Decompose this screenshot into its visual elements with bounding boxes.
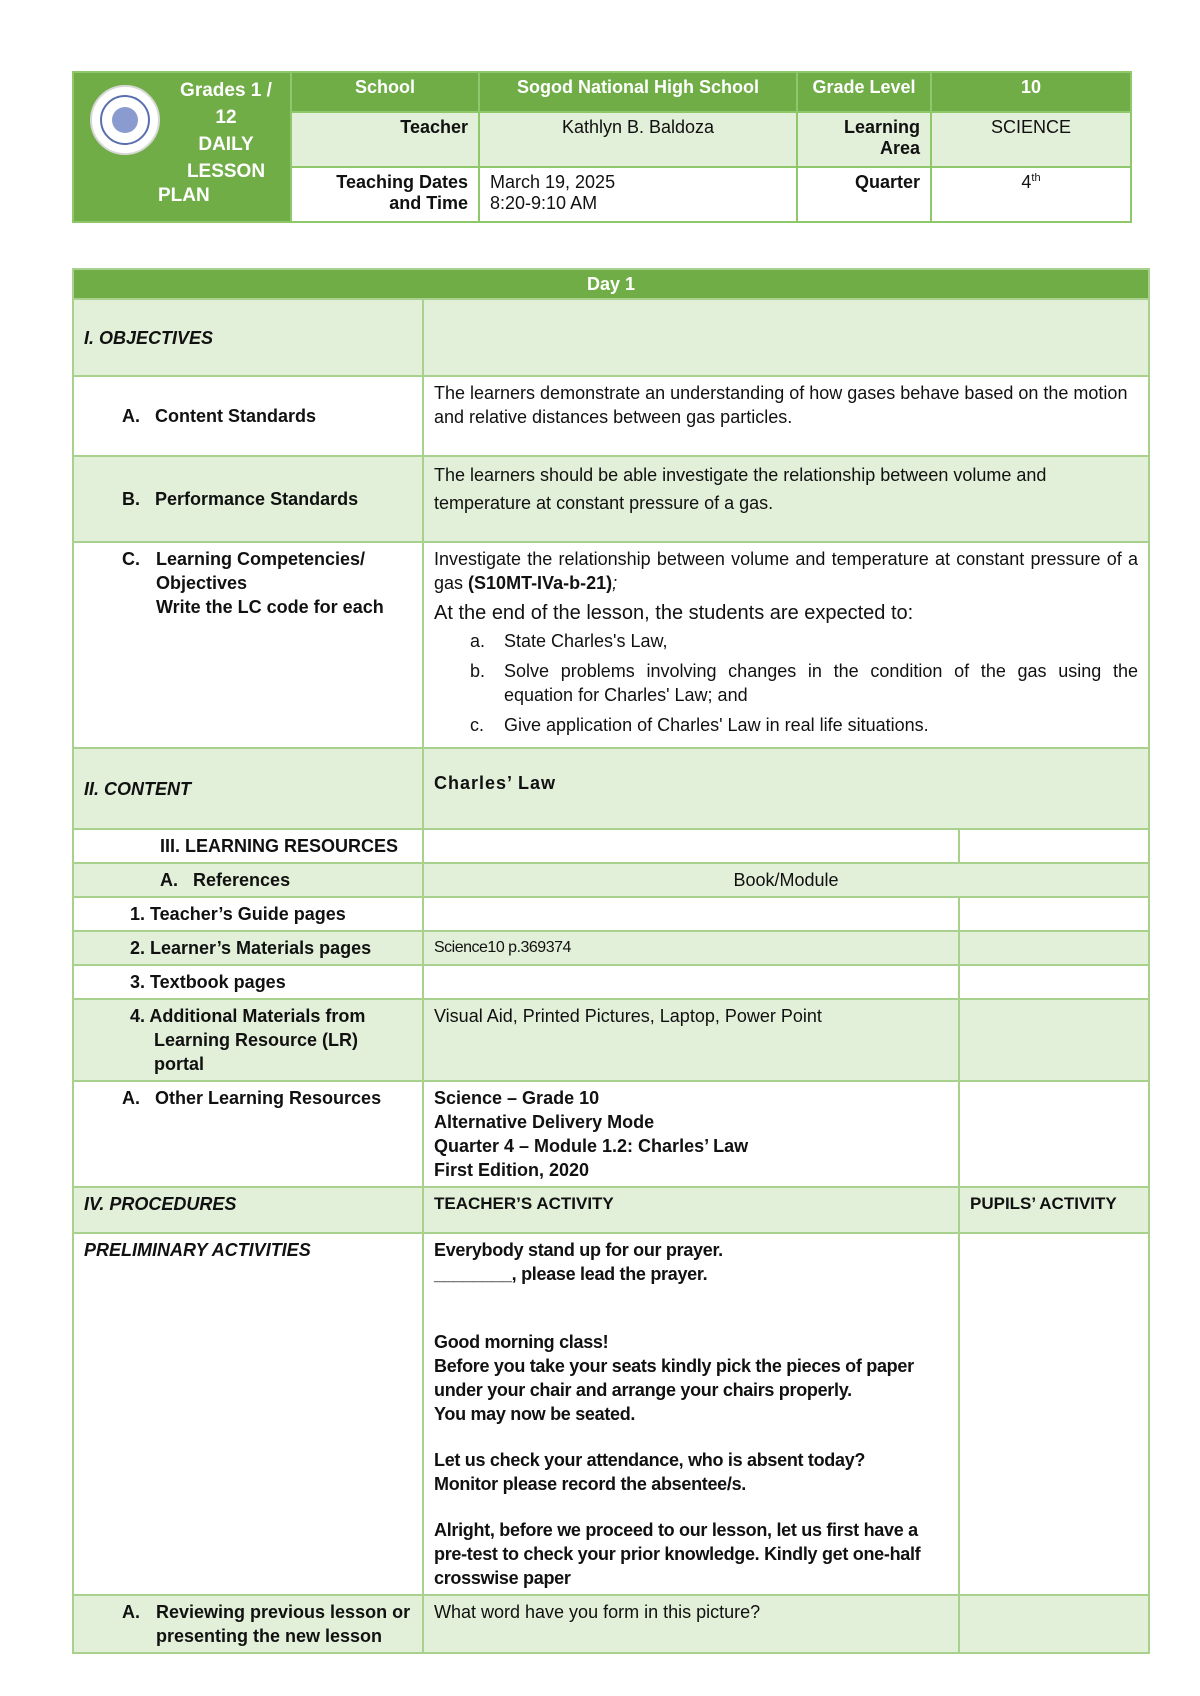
title-line-plan: PLAN	[158, 185, 210, 206]
resources-heading: III. LEARNING RESOURCES	[73, 829, 423, 863]
content-title: Charles’ Law	[423, 748, 1149, 829]
references-value: Book/Module	[423, 863, 1149, 897]
activity-gap	[434, 1426, 948, 1448]
item-label: References	[193, 870, 291, 890]
competencies-label-line: Learning Competencies/	[156, 549, 366, 569]
school-value: Sogod National High School	[479, 72, 797, 112]
item-key: A.	[160, 870, 178, 890]
textbook-value	[423, 965, 959, 999]
content-standards-label	[73, 376, 423, 456]
list-item	[434, 713, 1138, 737]
expected-intro: At the end of the lesson, the students are expected to:	[434, 602, 914, 624]
review-label-line: Reviewing previous lesson or	[156, 1602, 411, 1622]
other-resources-extra	[959, 1081, 1149, 1187]
item-key: A.	[122, 1602, 140, 1622]
textbook-extra	[959, 965, 1149, 999]
teaching-dates-label	[291, 167, 479, 222]
learning-area-label-line: Learning	[843, 117, 920, 137]
day-header: Day 1	[73, 269, 1149, 299]
additional-label-line: portal	[154, 1054, 205, 1074]
review-pupils	[959, 1595, 1149, 1653]
objectives-empty-cell	[423, 299, 1149, 376]
competency-statement	[434, 547, 1138, 595]
competency-code: (S10MT-IVa-b-21)	[468, 573, 613, 593]
teaching-dates-label-line: and Time	[389, 193, 468, 213]
activity-line: Alright, before we proceed to our lesson, let us first have a pre-test to check your prior knowledge. Kindly get one-half crosswise paper	[434, 1520, 921, 1588]
list-item-key: c.	[470, 715, 485, 735]
textbook-label: 3. Textbook pages	[73, 965, 423, 999]
header-logo-cell	[73, 72, 291, 222]
header-table	[72, 71, 1132, 223]
other-resource-line: Science – Grade 10	[434, 1088, 600, 1108]
activity-gap	[434, 1286, 948, 1308]
list-item	[434, 629, 1138, 653]
title-line: Grades 1 /	[180, 80, 272, 101]
item-label: Other Learning Resources	[155, 1088, 382, 1108]
activity-line: Before you take your seats kindly pick the pieces of paper under your chair and arrange your chairs properly.	[434, 1356, 914, 1400]
list-item-key: a.	[470, 631, 486, 651]
teachers-guide-label: 1. Teacher’s Guide pages	[73, 897, 423, 931]
competencies-label-line: Write the LC code for each	[156, 597, 384, 617]
other-resource-line: Alternative Delivery Mode	[434, 1112, 655, 1132]
title-line: LESSON	[186, 161, 266, 182]
item-key: B.	[122, 489, 140, 509]
title-line: DAILY	[198, 134, 254, 155]
additional-materials-value: Visual Aid, Printed Pictures, Laptop, Power Point	[423, 999, 959, 1081]
activity-gap	[434, 1496, 948, 1518]
deped-seal-icon	[90, 85, 160, 155]
list-item-text: Give application of Charles' Law in real life situations.	[504, 715, 929, 735]
item-label: Performance Standards	[155, 489, 359, 509]
quarter-suffix: th	[1031, 172, 1041, 184]
item-key: A.	[122, 406, 140, 426]
other-resource-line: Quarter 4 – Module 1.2: Charles’ Law	[434, 1136, 749, 1156]
list-item-text: State Charles's Law,	[504, 631, 668, 651]
teacher-label: Teacher	[291, 112, 479, 167]
grade-level-value: 10	[931, 72, 1131, 112]
review-label	[73, 1595, 423, 1653]
other-resources-label	[73, 1081, 423, 1187]
competencies-label-line: Objectives	[156, 573, 248, 593]
learners-materials-label: 2. Learner’s Materials pages	[73, 931, 423, 965]
objectives-heading: I. OBJECTIVES	[73, 299, 423, 376]
activity-gap	[434, 1308, 948, 1330]
references-label	[73, 863, 423, 897]
activity-line: ________, please lead the prayer.	[434, 1264, 708, 1284]
additional-label-line: 4. Additional Materials from	[130, 1006, 366, 1026]
competency-end: ;	[612, 573, 618, 593]
quarter-label: Quarter	[797, 167, 931, 222]
additional-materials-extra	[959, 999, 1149, 1081]
teachers-guide-extra	[959, 897, 1149, 931]
list-item	[434, 659, 1138, 707]
competency-text: Investigate the relationship between volume and temperature at constant pressure of a gas	[434, 549, 1138, 593]
resources-empty-cell	[423, 829, 959, 863]
learners-materials-value: Science10 p.369374	[423, 931, 959, 965]
performance-standards-text: The learners should be able investigate the relationship between volume and temperature at constant pressure of a gas.	[423, 456, 1149, 542]
content-standards-text: The learners demonstrate an understanding of how gases behave based on the motion and relative distances between gas particles.	[423, 376, 1149, 456]
other-resources-value	[423, 1081, 959, 1187]
preliminary-label: PRELIMINARY ACTIVITIES	[73, 1233, 423, 1595]
learning-area-value: SCIENCE	[931, 112, 1131, 167]
review-label-line: presenting the new lesson	[156, 1626, 383, 1646]
item-key: A.	[122, 1088, 140, 1108]
learning-area-label-line: Area	[879, 138, 920, 158]
content-heading: II. CONTENT	[73, 748, 423, 829]
additional-label-line: Learning Resource (LR)	[154, 1030, 359, 1050]
teacher-value: Kathlyn B. Baldoza	[479, 112, 797, 167]
preliminary-pupils	[959, 1233, 1149, 1595]
school-label: School	[291, 72, 479, 112]
grade-level-label: Grade Level	[797, 72, 931, 112]
procedures-heading: IV. PROCEDURES	[73, 1187, 423, 1233]
item-label: Content Standards	[155, 406, 317, 426]
quarter-value	[931, 167, 1131, 222]
activity-line: Monitor please record the absentee/s.	[434, 1474, 746, 1494]
additional-materials-label	[73, 999, 423, 1081]
title-line: 12	[215, 107, 237, 128]
activity-line: Let us check your attendance, who is absent today?	[434, 1450, 866, 1470]
activity-line: You may now be seated.	[434, 1404, 636, 1424]
lesson-table	[72, 268, 1150, 1654]
learning-area-label	[797, 112, 931, 167]
review-text: What word have you form in this picture?	[423, 1595, 959, 1653]
lesson-plan-title	[166, 77, 286, 185]
preliminary-activities	[423, 1233, 959, 1595]
other-resource-line: First Edition, 2020	[434, 1160, 590, 1180]
activity-line: Good morning class!	[434, 1332, 609, 1352]
performance-standards-label	[73, 456, 423, 542]
list-item-key: b.	[470, 661, 486, 681]
expected-list	[434, 629, 1138, 737]
teacher-activity-header: TEACHER’S ACTIVITY	[423, 1187, 959, 1233]
teachers-guide-value	[423, 897, 959, 931]
competencies-label	[73, 542, 423, 748]
resources-empty-cell	[959, 829, 1149, 863]
teaching-dates-label-line: Teaching Dates	[336, 172, 468, 192]
item-key: C.	[122, 549, 140, 569]
activity-line: Everybody stand up for our prayer.	[434, 1240, 723, 1260]
teaching-time: 8:20-9:10 AM	[490, 193, 598, 213]
list-item-text: Solve problems involving changes in the condition of the gas using the equation for Charles' Law; and	[504, 661, 1138, 705]
learners-materials-extra	[959, 931, 1149, 965]
teaching-date: March 19, 2025	[490, 172, 616, 192]
pupils-activity-header: PUPILS’ ACTIVITY	[959, 1187, 1149, 1233]
quarter-number: 4	[1021, 172, 1032, 192]
teaching-dates-value	[479, 167, 797, 222]
competencies-content	[423, 542, 1149, 748]
